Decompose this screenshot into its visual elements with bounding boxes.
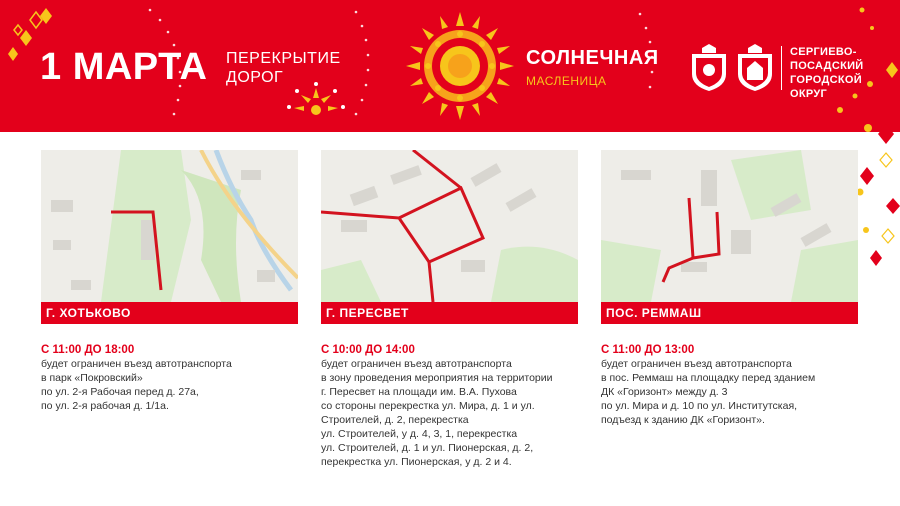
district-line: СЕРГИЕВО- <box>790 46 857 58</box>
header-divider <box>781 46 782 90</box>
header-banner <box>0 0 900 132</box>
road-closure-card <box>321 150 578 469</box>
event-date: 1 МАРТА <box>40 46 208 88</box>
route-map[interactable] <box>321 150 578 302</box>
road-closure-card <box>41 150 298 413</box>
description-line: в парк «Покровский» <box>41 372 143 384</box>
description-line: подъезд к зданию ДК «Горизонт». <box>601 414 765 426</box>
closure-time: С 11:00 ДО 13:00 <box>601 344 695 356</box>
closure-description <box>601 357 858 427</box>
sergiev-posad-coat-of-arms-icon <box>734 44 776 92</box>
map-drawing <box>41 150 298 302</box>
sun-icon <box>406 12 514 120</box>
description-line: Строителей, д. 2, перекрестка <box>321 414 469 426</box>
place-name: Г. ПЕРЕСВЕТ <box>321 302 578 324</box>
place-name: ПОС. РЕММАШ <box>601 302 858 324</box>
description-line: будет ограничен въезд автотранспорта <box>601 358 792 370</box>
map-drawing <box>321 150 578 302</box>
description-line: по ул. Мира и д. 10 по ул. Институтская, <box>601 400 798 412</box>
description-line: ул. Строителей, у д. 4, 3, 1, перекрестка <box>321 428 518 440</box>
route-map[interactable] <box>601 150 858 302</box>
closure-description <box>41 357 298 413</box>
closure-time: С 11:00 ДО 18:00 <box>41 344 135 356</box>
closure-time: С 10:00 ДО 14:00 <box>321 344 415 356</box>
subtitle-line: ПЕРЕКРЫТИЕ <box>226 50 341 67</box>
description-line: г. Пересвет на площади им. В.А. Пухова <box>321 386 517 398</box>
festival-subtitle: МАСЛЕНИЦА <box>526 74 607 88</box>
description-line: ДК «Горизонт» между д. 3 <box>601 386 728 398</box>
district-line: ПОСАДСКИЙ <box>790 60 864 72</box>
description-line: в пос. Реммаш на площадку перед зданием <box>601 372 816 384</box>
subtitle-line: ДОРОГ <box>226 69 284 86</box>
district-line: ОКРУГ <box>790 88 828 100</box>
place-name: Г. ХОТЬКОВО <box>41 302 298 324</box>
description-line: со стороны перекрестка ул. Мира, д. 1 и ул. <box>321 400 535 412</box>
moscow-region-coat-of-arms-icon <box>688 44 730 92</box>
district-line: ГОРОДСКОЙ <box>790 74 862 86</box>
route-map[interactable] <box>41 150 298 302</box>
description-line: в зону проведения мероприятия на территории <box>321 372 553 384</box>
description-line: по ул. 2-я Рабочая перед д. 27а, <box>41 386 199 398</box>
road-closure-card <box>601 150 858 427</box>
event-subtitle <box>226 49 341 87</box>
district-name <box>790 45 864 101</box>
map-drawing <box>601 150 858 302</box>
description-line: будет ограничен въезд автотранспорта <box>41 358 232 370</box>
description-line: по ул. 2-я рабочая д. 1/1а. <box>41 400 169 412</box>
description-line: перекрестка ул. Пионерская, у д. 2 и 4. <box>321 456 512 468</box>
description-line: ул. Строителей, д. 1 и ул. Пионерская, д. 2, <box>321 442 534 454</box>
description-line: будет ограничен въезд автотранспорта <box>321 358 512 370</box>
closure-description <box>321 357 578 469</box>
festival-name: СОЛНЕЧНАЯ <box>526 47 659 69</box>
